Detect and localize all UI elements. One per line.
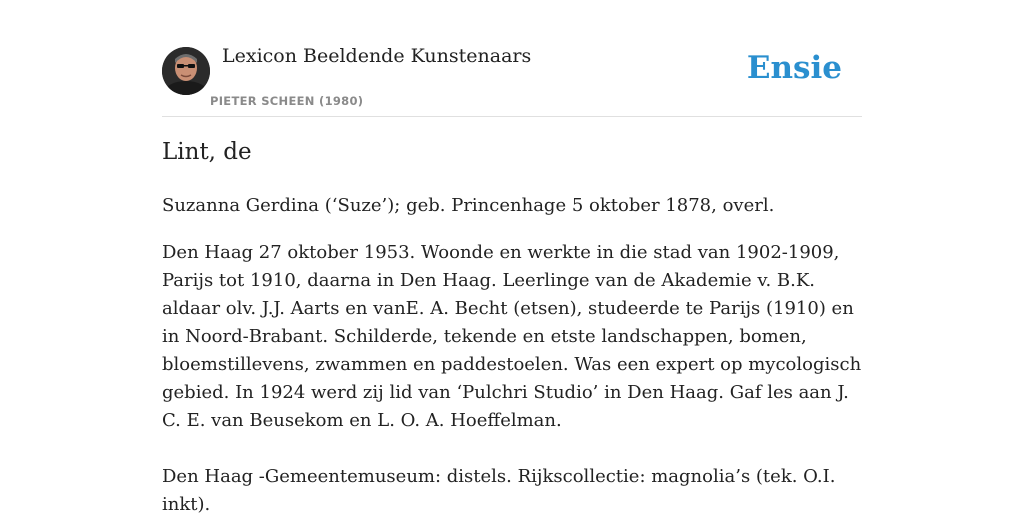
page-container <box>162 0 862 515</box>
author-avatar[interactable] <box>162 47 210 95</box>
article-paragraph-2: Den Haag 27 oktober 1953. Woonde en werkte in die stad van 1902-1909, Parijs tot 1910, daarna in Den Haag. Leerlinge van de Akademie v. B.K. aldaar olv. J.J. Aarts en vanE. A. Becht (etsen), studeerde te Parijs (1910) en in Noord-Brabant. Schilderde, tekende en etste landschappen, bomen, bloemstillevens, zwammen en paddestoelen. Was een expert op mycologisch gebied. In 1924 werd zij lid van ‘Pulchri Studio’ in Den Haag. Gaf les aan J. C. E. van Beusekom en L. O. A. Hoeffelman. <box>162 242 862 431</box>
article-paragraph-1: Suzanna Gerdina (‘Suze’); geb. Princenhage 5 oktober 1878, overl. <box>162 195 775 216</box>
page-header <box>162 0 862 117</box>
ensie-logo[interactable]: Ensie <box>746 50 842 86</box>
avatar-portrait-icon <box>162 47 210 95</box>
lexicon-title[interactable]: Lexicon Beeldende Kunstenaars <box>222 45 532 67</box>
article-title: Lint, de <box>162 139 252 165</box>
article-paragraph-3: Den Haag -Gemeentemuseum: distels. Rijkscollectie: magnolia’s (tek. O.I. inkt). <box>162 466 836 515</box>
author-name[interactable]: PIETER SCHEEN (1980) <box>210 94 364 108</box>
